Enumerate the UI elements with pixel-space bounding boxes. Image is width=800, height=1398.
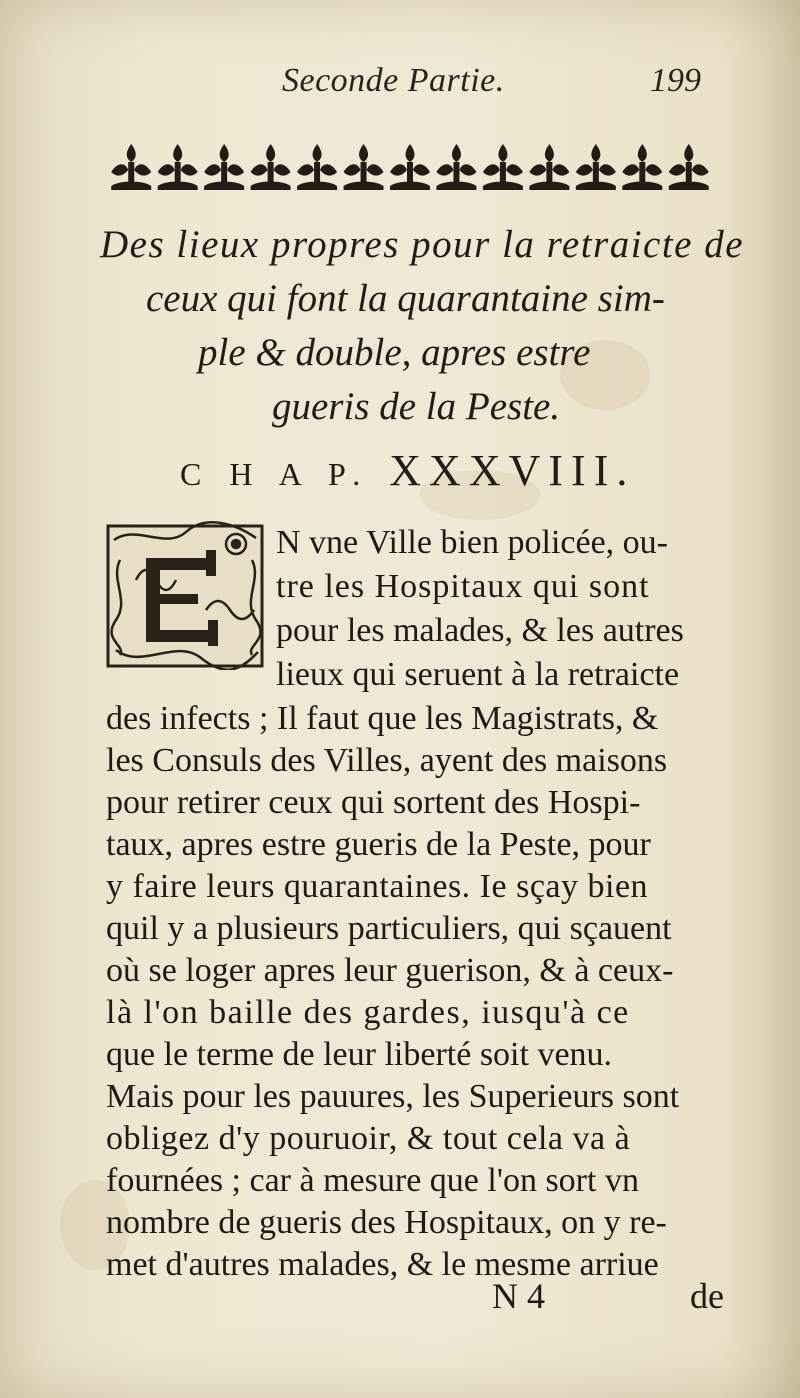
text-line: que le terme de leur liberté soit venu. — [106, 1036, 613, 1073]
page-number: 199 — [650, 62, 701, 99]
chapter-number — [180, 445, 635, 496]
heading-line: ple & double, apres estre — [198, 331, 591, 374]
running-header — [0, 62, 800, 112]
text-line: fournées ; car à mesure que l'on sort vn — [106, 1162, 639, 1199]
chapter-label: C H A P. — [180, 456, 371, 492]
text-line: pour les malades, & les autres — [276, 612, 684, 649]
text-line: N vne Ville bien policée, ou- — [276, 524, 668, 561]
text-line: Mais pour les pauures, les Superieurs sont — [106, 1078, 680, 1115]
fleuron-icon — [204, 144, 244, 190]
text-line: met d'autres malades, & le mesme arriue — [106, 1246, 659, 1283]
fleuron-icon — [436, 144, 476, 190]
text-line: des infects ; Il faut que les Magistrats, & — [106, 700, 659, 737]
heading-line: gueris de la Peste. — [272, 385, 561, 428]
fleuron-icon — [622, 144, 662, 190]
fleuron-icon — [576, 144, 616, 190]
text-line: obligez d'y pouruoir, & tout cela va à — [106, 1120, 631, 1157]
fleuron-icon — [158, 144, 198, 190]
text-line: là l'on baille des gardes, iusqu'à ce — [106, 994, 630, 1031]
text-line: les Consuls des Villes, ayent des maisons — [106, 742, 668, 779]
text-line: nombre de gueris des Hospitaux, on y re- — [106, 1204, 667, 1241]
decorated-initial-E-icon — [106, 520, 268, 670]
text-line: tre les Hospitaux qui sont — [276, 568, 650, 605]
fleuron-icon — [251, 144, 291, 190]
fleuron-icon — [669, 144, 709, 190]
chapter-roman-numeral: XXXVIII. — [389, 446, 636, 495]
fleuron-icon — [390, 144, 430, 190]
signature-mark: N 4 — [492, 1276, 545, 1316]
fleuron-icon — [529, 144, 569, 190]
heading-line: Des lieux propres pour la retraicte de — [100, 223, 745, 266]
fleuron-band-graphic — [108, 140, 712, 196]
fleuron-band-icon — [108, 140, 712, 196]
fleuron-icon — [297, 144, 337, 190]
fleuron-icon — [483, 144, 523, 190]
text-line: taux, apres estre gueris de la Peste, pour — [106, 826, 651, 863]
text-line: y faire leurs quarantaines. Ie sçay bien — [106, 868, 649, 905]
heading-line: ceux qui font la quarantaine sim- — [146, 277, 665, 320]
text-line: lieux qui seruent à la retraicte — [276, 656, 680, 693]
initial-letter: E — [106, 520, 107, 521]
fleuron-icon — [111, 144, 151, 190]
fleuron-icon — [344, 144, 384, 190]
text-line: pour retirer ceux qui sortent des Hospi- — [106, 784, 641, 821]
text-line: où se loger apres leur guerison, & à ceux- — [106, 952, 674, 989]
text-line: quil y a plusieurs particuliers, qui sçauent — [106, 910, 672, 947]
catchword: de — [690, 1276, 724, 1316]
running-title: Seconde Partie. — [282, 62, 505, 99]
